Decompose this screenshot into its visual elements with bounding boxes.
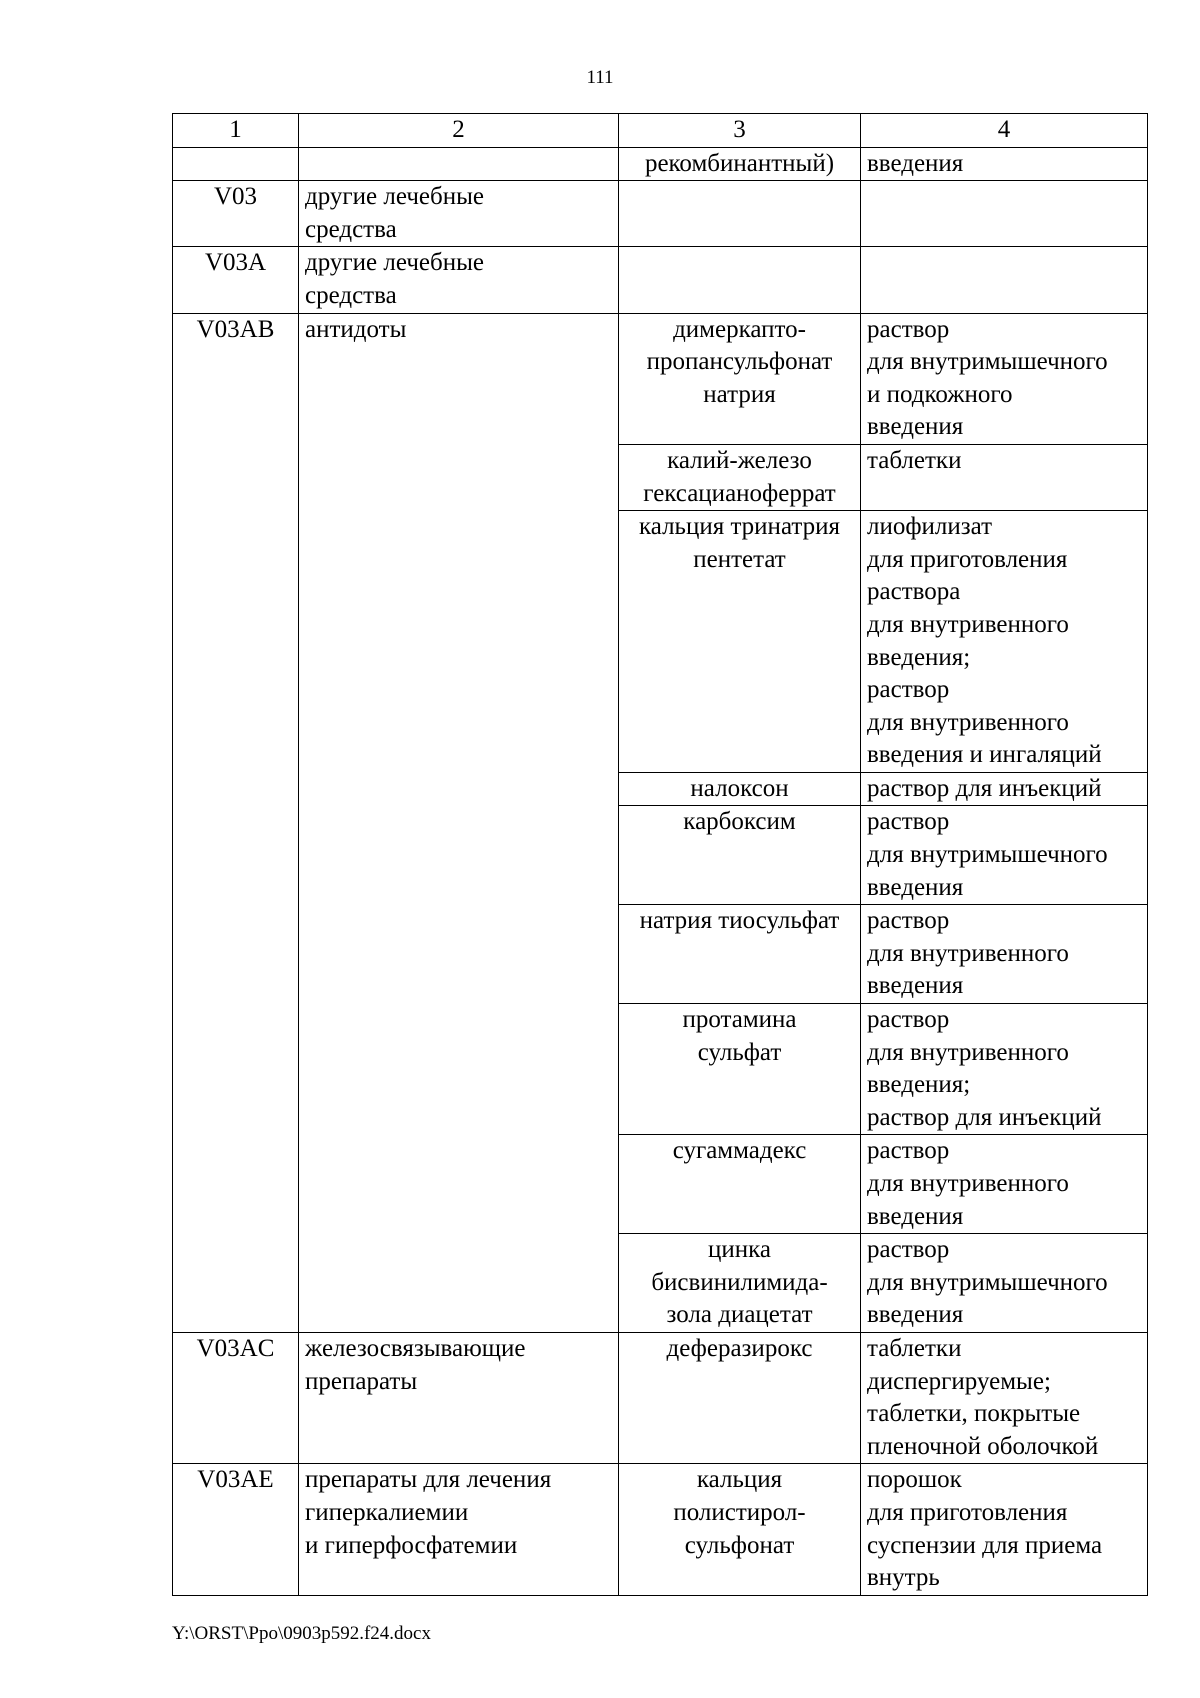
document-file-path: Y:\ORST\Ppo\0903p592.f24.docx — [172, 1623, 431, 1644]
column-header: 4 — [861, 114, 1148, 148]
atc-code-cell: V03AE — [173, 1464, 299, 1595]
dosage-form-cell: таблетки диспергируемые; таблетки, покрытые пленочной оболочкой — [861, 1332, 1148, 1463]
group-name-cell: препараты для лечения гиперкалиемии и гиперфосфатемии — [299, 1464, 619, 1595]
dosage-form-cell: порошок для приготовления суспензии для приема внутрь — [861, 1464, 1148, 1595]
dosage-form-cell: раствор для внутримышечного введения — [861, 1234, 1148, 1333]
column-header: 2 — [299, 114, 619, 148]
drug-name-cell: кальция полистирол- сульфонат — [619, 1464, 861, 1595]
atc-code-cell: V03A — [173, 247, 299, 313]
group-name-cell — [299, 147, 619, 181]
dosage-form-cell: раствор для внутривенного введения; раствор для инъекций — [861, 1004, 1148, 1135]
atc-code-cell — [173, 147, 299, 181]
group-name-cell: железосвязывающие препараты — [299, 1332, 619, 1463]
dosage-form-cell: введения — [861, 147, 1148, 181]
drug-name-cell: рекомбинантный) — [619, 147, 861, 181]
dosage-form-cell: раствор для внутримышечного и подкожного введения — [861, 313, 1148, 444]
drug-name-cell — [619, 247, 861, 313]
medication-table — [172, 113, 1148, 1596]
group-name-cell: антидоты — [299, 313, 619, 1332]
dosage-form-cell: раствор для инъекций — [861, 772, 1148, 806]
column-header: 1 — [173, 114, 299, 148]
table-row — [173, 247, 1148, 313]
drug-name-cell: кальция тринатрия пентетат — [619, 511, 861, 773]
dosage-form-cell: раствор для внутримышечного введения — [861, 806, 1148, 905]
drug-name-cell: протамина сульфат — [619, 1004, 861, 1135]
group-name-cell: другие лечебные средства — [299, 247, 619, 313]
drug-name-cell: карбоксим — [619, 806, 861, 905]
table-row — [173, 313, 1148, 444]
dosage-form-cell: лиофилизат для приготовления раствора для внутривенного введения; раствор для внутривенного введения и ингаляций — [861, 511, 1148, 773]
drug-name-cell: натрия тиосульфат — [619, 905, 861, 1004]
table-row — [173, 1464, 1148, 1595]
dosage-form-cell: таблетки — [861, 444, 1148, 510]
drug-name-cell: цинка бисвинилимида- зола диацетат — [619, 1234, 861, 1333]
table-row — [173, 1332, 1148, 1463]
drug-name-cell: калий-железо гексацианоферрат — [619, 444, 861, 510]
atc-code-cell: V03 — [173, 181, 299, 247]
drug-name-cell: налоксон — [619, 772, 861, 806]
dosage-form-cell — [861, 247, 1148, 313]
table-row — [173, 181, 1148, 247]
drug-name-cell: деферазирокс — [619, 1332, 861, 1463]
page-number: 111 — [586, 67, 614, 88]
drug-name-cell: сугаммадекс — [619, 1135, 861, 1234]
column-header: 3 — [619, 114, 861, 148]
table-header-row — [173, 114, 1148, 148]
dosage-form-cell: раствор для внутривенного введения — [861, 905, 1148, 1004]
drug-name-cell — [619, 181, 861, 247]
dosage-form-cell — [861, 181, 1148, 247]
atc-code-cell: V03AB — [173, 313, 299, 1332]
atc-code-cell: V03AC — [173, 1332, 299, 1463]
group-name-cell: другие лечебные средства — [299, 181, 619, 247]
dosage-form-cell: раствор для внутривенного введения — [861, 1135, 1148, 1234]
table-row — [173, 147, 1148, 181]
drug-name-cell: димеркапто- пропансульфонат натрия — [619, 313, 861, 444]
